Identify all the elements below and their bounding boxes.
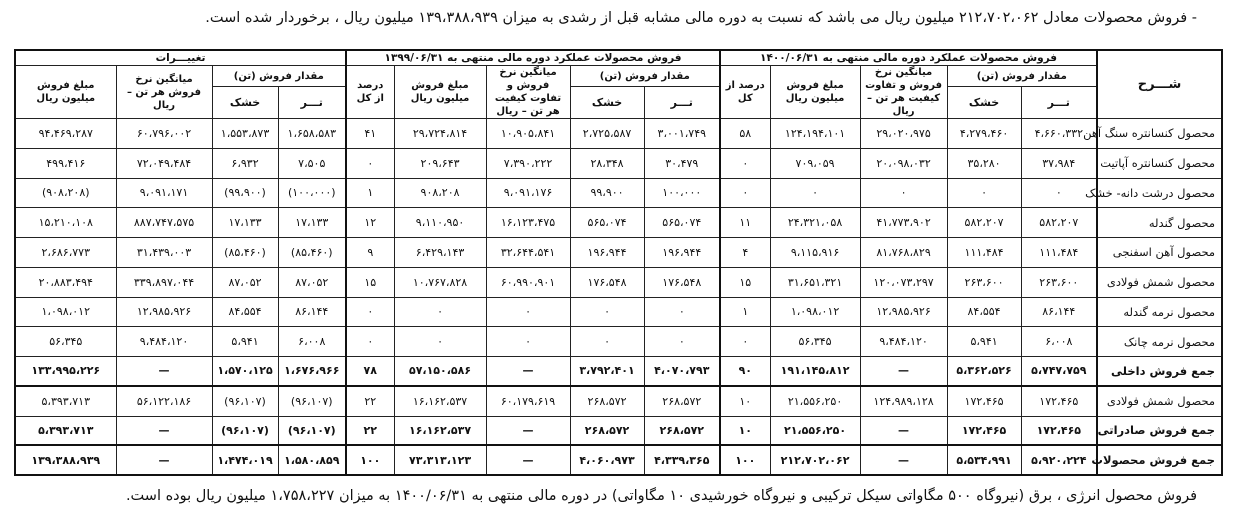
- table-cell: ۵۸: [720, 119, 770, 149]
- table-cell: ۷۳،۳۱۳،۱۲۳: [394, 445, 486, 475]
- table-cell: ۶۰،۹۹۰،۹۰۱: [486, 267, 570, 297]
- table-cell: ۸۶،۱۴۴: [1021, 297, 1097, 327]
- table-row: [15, 238, 1222, 268]
- table-cell: ۲،۷۲۵،۵۸۷: [570, 119, 644, 149]
- header-avg-price: میانگین نرخ فروش هر تن – ریال: [116, 66, 212, 119]
- table-cell: ۱،۵۷۰،۱۲۵: [212, 357, 278, 386]
- table-cell: ۹،۱۱۰،۹۵۰: [394, 208, 486, 238]
- table-cell: (۱۰۰،۰۰۰): [278, 178, 346, 208]
- table-cell: ٠: [346, 297, 394, 327]
- header-avg-price-quality: میانگین نرخ فروش و تفاوت کیفیت هر تن – ریال: [860, 66, 947, 119]
- table-row: [15, 119, 1222, 149]
- domestic-total-row: [15, 357, 1222, 386]
- table-cell: ۱۰۰: [720, 445, 770, 475]
- table-cell: ۱۷۲،۴۶۵: [947, 386, 1021, 416]
- header-avg-price-quality: میانگین نرخ فروش و تفاوت کیفیت هر تن – ریال: [486, 66, 570, 119]
- section-previous: فروش محصولات عملکرد دوره مالی منتهی به ۱۳۹۹/۰۶/۳۱: [346, 50, 720, 66]
- header-qty: مقدار فروش (تن): [947, 66, 1097, 87]
- table-cell: ۲،۶۸۶،۷۷۳: [15, 238, 116, 268]
- export-total-row: [15, 416, 1222, 445]
- table-cell: ۱۷۶،۵۴۸: [644, 267, 720, 297]
- table-cell: ٠: [720, 327, 770, 357]
- header-dry: خشک: [947, 87, 1021, 119]
- table-cell: ۵۷،۱۵۰،۵۸۶: [394, 357, 486, 386]
- table-row: [15, 178, 1222, 208]
- table-cell: ۱۲۴،۹۸۹،۱۲۸: [860, 386, 947, 416]
- table-cell: ۴،۰۶۰،۹۷۳: [570, 445, 644, 475]
- header-qty: مقدار فروش (تن): [570, 66, 720, 87]
- table-cell: ۷۰۹،۰۵۹: [770, 148, 860, 178]
- table-cell: ۵۶،۱۲۲،۱۸۶: [116, 386, 212, 416]
- table-cell: ۵،۳۹۳،۷۱۳: [15, 386, 116, 416]
- footer-text: فروش محصول انرژی ، برق (نیروگاه ۵۰۰ مگاواتی سیکل ترکیبی و نیروگاه خورشیدی ۱۰ مگاواتی) در دوره مالی منتهی به ۱۴۰۰/۰۶/۳۱ به میزان ۱،۷۵۸،۲۲۷ میلیون ریال بوده است.: [125, 488, 1197, 504]
- table-cell: ۱۷۲،۴۶۵: [1021, 386, 1097, 416]
- table-cell: ۲۶۸،۵۷۲: [644, 416, 720, 445]
- table-cell: —: [486, 445, 570, 475]
- row-description: محصول کنسانتره آپاتیت: [1097, 148, 1222, 178]
- table-cell: ۹،۴۸۴،۱۲۰: [116, 327, 212, 357]
- table-cell: ۵۶،۳۴۵: [15, 327, 116, 357]
- row-description: محصول گندله: [1097, 208, 1222, 238]
- table-cell: ٠: [346, 327, 394, 357]
- table-cell: ۹: [346, 238, 394, 268]
- table-cell: ۵۸۲،۲۰۷: [947, 208, 1021, 238]
- row-description: جمع فروش صادراتی: [1097, 416, 1222, 445]
- table-cell: ۱،۰۹۸،۰۱۲: [770, 297, 860, 327]
- table-row: [15, 327, 1222, 357]
- section-changes: تغییـــرات: [15, 50, 346, 66]
- table-cell: ٠: [720, 178, 770, 208]
- table-cell: ۵،۹۴۱: [947, 327, 1021, 357]
- table-cell: ۱،۵۸۰،۸۵۹: [278, 445, 346, 475]
- table-cell: ۱۰: [720, 386, 770, 416]
- table-cell: ۶،۰۰۸: [1021, 327, 1097, 357]
- table-cell: ۱۵: [346, 267, 394, 297]
- table-cell: ۲۰،۸۸۳،۴۹۴: [15, 267, 116, 297]
- table-cell: —: [486, 357, 570, 386]
- table-cell: ۱۳۹،۳۸۸،۹۳۹: [15, 445, 116, 475]
- table-cell: ۵۶۵،۰۷۴: [644, 208, 720, 238]
- table-cell: ۹۰: [720, 357, 770, 386]
- table-cell: ۱۲۴،۱۹۴،۱۰۱: [770, 119, 860, 149]
- table-row: [15, 208, 1222, 238]
- table-cell: ۱۷،۱۳۳: [278, 208, 346, 238]
- table-cell: ۵۸۲،۲۰۷: [1021, 208, 1097, 238]
- header-percent: درصد از کل: [346, 66, 394, 119]
- header-amount: مبلغ فروش میلیون ریال: [770, 66, 860, 119]
- table-cell: ۱: [346, 178, 394, 208]
- table-cell: ۱۷۲،۴۶۵: [1021, 416, 1097, 445]
- row-description: محصول نرمه چانک: [1097, 327, 1222, 357]
- table-cell: ٠: [394, 297, 486, 327]
- table-cell: —: [486, 416, 570, 445]
- table-cell: ٠: [1021, 178, 1097, 208]
- table-cell: ۱۷۲،۴۶۵: [947, 416, 1021, 445]
- table-cell: ۳،۰۰۱،۷۴۹: [644, 119, 720, 149]
- table-cell: —: [116, 416, 212, 445]
- table-cell: ۵،۳۶۲،۵۲۶: [947, 357, 1021, 386]
- table-cell: (۹۶،۱۰۷): [278, 416, 346, 445]
- header-dry: خشک: [570, 87, 644, 119]
- table-cell: ۱،۵۵۳،۸۷۳: [212, 119, 278, 149]
- row-description: جمع فروش محصولات: [1097, 445, 1222, 475]
- table-cell: ۷۲،۰۴۹،۴۸۴: [116, 148, 212, 178]
- table-cell: ۵،۹۴۱: [212, 327, 278, 357]
- table-cell: ۲۶۸،۵۷۲: [570, 386, 644, 416]
- table-cell: ۲۶۳،۶۰۰: [947, 267, 1021, 297]
- intro-text: - فروش محصولات معادل ۲۱۲،۷۰۲،۰۶۲ میلیون ریال می باشد که نسبت به دوره مالی مشابه قبل از رشدی به میزان ۱۳۹،۳۸۸،۹۳۹ میلیون ریال ، برخوردار شده است.: [205, 10, 1197, 26]
- table-cell: ۳۷،۹۸۴: [1021, 148, 1097, 178]
- table-cell: ۱۶،۱۲۳،۴۷۵: [486, 208, 570, 238]
- table-cell: ۸۴،۵۵۴: [947, 297, 1021, 327]
- table-row: [15, 297, 1222, 327]
- header-wet: تـــر: [278, 87, 346, 119]
- table-cell: ٠: [570, 297, 644, 327]
- table-cell: ۹۰۸،۲۰۸: [394, 178, 486, 208]
- table-cell: ٠: [770, 178, 860, 208]
- table-cell: ٠: [720, 148, 770, 178]
- table-cell: ۱۲۰،۰۷۳،۲۹۷: [860, 267, 947, 297]
- table-cell: ۲۹،۷۲۴،۸۱۴: [394, 119, 486, 149]
- table-cell: ۱۹۱،۱۴۵،۸۱۲: [770, 357, 860, 386]
- table-cell: ۷،۵۰۵: [278, 148, 346, 178]
- grand-total-row: [15, 445, 1222, 475]
- sales-table: [14, 49, 1223, 476]
- table-cell: ۲۲: [346, 416, 394, 445]
- table-cell: ۱،۶۷۶،۹۶۶: [278, 357, 346, 386]
- table-cell: ۱۷،۱۳۳: [212, 208, 278, 238]
- table-cell: ۹،۰۹۱،۱۷۶: [486, 178, 570, 208]
- table-cell: ۹۴،۴۶۹،۲۸۷: [15, 119, 116, 149]
- table-cell: ۸۱،۷۶۸،۸۲۹: [860, 238, 947, 268]
- table-cell: (۹۹،۹۰۰): [212, 178, 278, 208]
- table-cell: ۶،۴۲۹،۱۴۳: [394, 238, 486, 268]
- table-cell: ۱۰،۹۰۵،۸۴۱: [486, 119, 570, 149]
- row-description: جمع فروش داخلی: [1097, 357, 1222, 386]
- table-cell: ۱،۴۷۴،۰۱۹: [212, 445, 278, 475]
- table-cell: ۹،۱۱۵،۹۱۶: [770, 238, 860, 268]
- table-row: [15, 267, 1222, 297]
- table-cell: ۶،۹۳۲: [212, 148, 278, 178]
- table-cell: ٠: [860, 178, 947, 208]
- table-cell: ۵،۵۳۴،۹۹۱: [947, 445, 1021, 475]
- header-wet: تـــر: [644, 87, 720, 119]
- table-cell: ۱،۶۵۸،۵۸۳: [278, 119, 346, 149]
- table-cell: ۵،۷۴۷،۷۵۹: [1021, 357, 1097, 386]
- table-cell: ۵۶۵،۰۷۴: [570, 208, 644, 238]
- table-cell: —: [116, 357, 212, 386]
- table-cell: ۹،۴۸۴،۱۲۰: [860, 327, 947, 357]
- table-cell: ۱: [720, 297, 770, 327]
- row-description: محصول آهن اسفنجی: [1097, 238, 1222, 268]
- row-description: محصول شمش فولادی: [1097, 386, 1222, 416]
- table-cell: ۴۱: [346, 119, 394, 149]
- table-cell: ٠: [394, 327, 486, 357]
- table-cell: ۸۶،۱۴۴: [278, 297, 346, 327]
- table-cell: (۸۵،۴۶۰): [212, 238, 278, 268]
- table-cell: ۴،۲۷۹،۴۶۰: [947, 119, 1021, 149]
- header-dry: خشک: [212, 87, 278, 119]
- table-cell: ۲۸،۳۴۸: [570, 148, 644, 178]
- table-cell: ۲۱،۵۵۶،۲۵۰: [770, 416, 860, 445]
- table-cell: (۸۵،۴۶۰): [278, 238, 346, 268]
- table-cell: ۹،۰۹۱،۱۷۱: [116, 178, 212, 208]
- table-cell: (۹۶،۱۰۷): [212, 416, 278, 445]
- table-cell: ۱۰،۷۶۷،۸۲۸: [394, 267, 486, 297]
- row-description: محصول نرمه گندله: [1097, 297, 1222, 327]
- table-cell: ۵۶،۳۴۵: [770, 327, 860, 357]
- table-cell: ٠: [486, 297, 570, 327]
- table-cell: ۱۱۱،۴۸۴: [947, 238, 1021, 268]
- table-cell: (۹۶،۱۰۷): [212, 386, 278, 416]
- table-cell: —: [116, 445, 212, 475]
- table-cell: ۱۳۳،۹۹۵،۲۲۶: [15, 357, 116, 386]
- table-cell: (۹۰۸،۲۰۸): [15, 178, 116, 208]
- table-cell: ۲۰،۰۹۸،۰۳۲: [860, 148, 947, 178]
- table-cell: —: [860, 445, 947, 475]
- table-cell: ۲۶۸،۵۷۲: [644, 386, 720, 416]
- table-cell: ۱۶،۱۶۲،۵۳۷: [394, 386, 486, 416]
- table-cell: ۱۲،۹۸۵،۹۲۶: [116, 297, 212, 327]
- table-cell: —: [860, 357, 947, 386]
- table-row: [15, 386, 1222, 416]
- table-cell: ۳۲،۶۴۴،۵۴۱: [486, 238, 570, 268]
- table-cell: ۲۰۹،۶۴۳: [394, 148, 486, 178]
- table-cell: ۷،۳۹۰،۲۲۲: [486, 148, 570, 178]
- table-cell: ۴۱،۷۷۳،۹۰۲: [860, 208, 947, 238]
- table-cell: —: [860, 416, 947, 445]
- row-description: محصول درشت دانه- خشک: [1097, 178, 1222, 208]
- table-cell: ۶،۰۰۸: [278, 327, 346, 357]
- table-cell: ۳،۷۹۲،۴۰۱: [570, 357, 644, 386]
- table-cell: ۴: [720, 238, 770, 268]
- table-cell: ۱۵،۲۱۰،۱۰۸: [15, 208, 116, 238]
- table-cell: ۱۵: [720, 267, 770, 297]
- table-cell: ۱۰۰،۰۰۰: [644, 178, 720, 208]
- table-cell: ٠: [644, 327, 720, 357]
- table-cell: ۱۲: [346, 208, 394, 238]
- table-cell: ۲۶۸،۵۷۲: [570, 416, 644, 445]
- table-cell: ۱۶،۱۶۲،۵۳۷: [394, 416, 486, 445]
- table-cell: ۲۹،۰۲۰،۹۷۵: [860, 119, 947, 149]
- table-cell: ۳۱،۴۳۹،۰۰۳: [116, 238, 212, 268]
- desc-header: شـــرح: [1097, 50, 1222, 119]
- table-cell: ۳۰،۴۷۹: [644, 148, 720, 178]
- table-cell: ۱۱۱،۴۸۴: [1021, 238, 1097, 268]
- header-percent: درصد از کل: [720, 66, 770, 119]
- header-wet: تـــر: [1021, 87, 1097, 119]
- table-row: [15, 148, 1222, 178]
- table-cell: ۴،۶۶۰،۳۳۲: [1021, 119, 1097, 149]
- header-qty: مقدار فروش (تن): [212, 66, 346, 87]
- table-cell: ۱۰: [720, 416, 770, 445]
- table-cell: ۴،۳۳۹،۳۶۵: [644, 445, 720, 475]
- table-cell: ۵،۹۲۰،۲۲۴: [1021, 445, 1097, 475]
- table-cell: ۳۵،۲۸۰: [947, 148, 1021, 178]
- table-cell: ۶۰،۱۷۹،۶۱۹: [486, 386, 570, 416]
- header-amount: مبلغ فروش میلیون ریال: [394, 66, 486, 119]
- table-cell: ۴،۰۷۰،۷۹۳: [644, 357, 720, 386]
- table-cell: ۲۴،۳۲۱،۰۵۸: [770, 208, 860, 238]
- table-cell: ۱۲،۹۸۵،۹۲۶: [860, 297, 947, 327]
- table-cell: ٠: [346, 148, 394, 178]
- table-cell: ۷۸: [346, 357, 394, 386]
- table-cell: ۹۹،۹۰۰: [570, 178, 644, 208]
- table-cell: ٠: [947, 178, 1021, 208]
- table-cell: ۳۳۹،۸۹۷،۰۴۴: [116, 267, 212, 297]
- table-cell: ۱۷۶،۵۴۸: [570, 267, 644, 297]
- table-cell: (۹۶،۱۰۷): [278, 386, 346, 416]
- table-cell: ۱۹۶،۹۴۴: [644, 238, 720, 268]
- table-cell: ۱،۰۹۸،۰۱۲: [15, 297, 116, 327]
- header-amount: مبلغ فروش میلیون ریال: [15, 66, 116, 119]
- table-cell: ۶۰،۷۹۶،۰۰۲: [116, 119, 212, 149]
- table-cell: ۸۷،۰۵۲: [212, 267, 278, 297]
- table-cell: ٠: [644, 297, 720, 327]
- table-cell: ۱۰۰: [346, 445, 394, 475]
- table-cell: ۱۱: [720, 208, 770, 238]
- table-cell: ۴۹۹،۴۱۶: [15, 148, 116, 178]
- table-cell: ۳۱،۶۵۱،۳۲۱: [770, 267, 860, 297]
- section-current: فروش محصولات عملکرد دوره مالی منتهی به ۱۴۰۰/۰۶/۳۱: [720, 50, 1097, 66]
- row-description: محصول شمش فولادی: [1097, 267, 1222, 297]
- table-cell: ۸۸۷،۷۴۷،۵۷۵: [116, 208, 212, 238]
- table-cell: ۲۶۳،۶۰۰: [1021, 267, 1097, 297]
- table-cell: ۱۹۶،۹۴۴: [570, 238, 644, 268]
- table-cell: ۸۷،۰۵۲: [278, 267, 346, 297]
- table-cell: ۵،۳۹۳،۷۱۳: [15, 416, 116, 445]
- table-cell: ۲۱،۵۵۶،۲۵۰: [770, 386, 860, 416]
- table-cell: ٠: [570, 327, 644, 357]
- table-cell: ۲۱۲،۷۰۲،۰۶۲: [770, 445, 860, 475]
- table-cell: ۲۲: [346, 386, 394, 416]
- table-cell: ٠: [486, 327, 570, 357]
- table-cell: ۸۴،۵۵۴: [212, 297, 278, 327]
- row-description: محصول کنسانتره سنگ آهن: [1097, 119, 1222, 149]
